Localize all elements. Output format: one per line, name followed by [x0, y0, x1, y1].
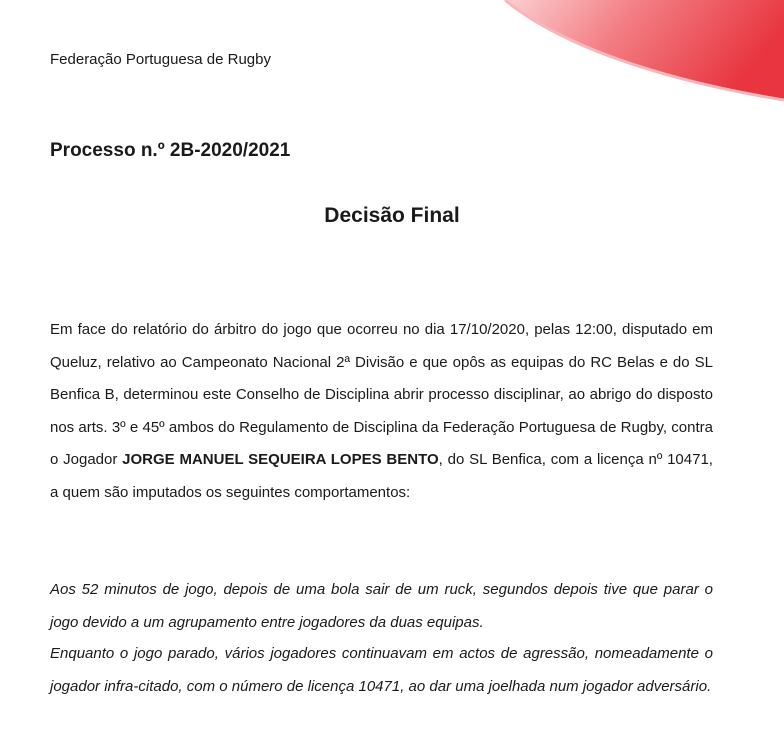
decision-title: Decisão Final — [324, 204, 460, 227]
report-text-start: Em face do relatório do árbitro do jogo que ocorreu no dia 17/10/2020, pelas 12:00, disputado em Queluz, relativo ao Campeonato Nacional 2ª Divisão e que opôs as equipas do RC Belas e do SL Benfica B, determinou este Conselho de Disciplina abrir processo disciplinar, ao abrigo do disposto nos arts. 3º e 45º ambos do Regulamento de Disciplina da Federação Portuguesa de Rugby, contra o Jogador — [50, 321, 713, 468]
referee-quote-2: Enquanto o jogo parado, vários jogadores continuavam em actos de agressão, nomeadamente o jogador infra-citado, com o número de licença 10471, ao dar uma joelhada num jogador adversário. — [50, 645, 713, 695]
report-paragraph — [50, 314, 713, 509]
process-number-heading: Processo n.º 2B-2020/2021 — [50, 140, 291, 161]
organization-name: Federação Portuguesa de Rugby — [50, 51, 271, 68]
report-text-end: , do SL Benfica, com a licença nº 10471, a quem são imputados os seguintes comportamentos: — [50, 451, 713, 501]
player-name: JORGE MANUEL SEQUEIRA LOPES BENTO — [122, 451, 439, 468]
referee-quote-1: Aos 52 minutos de jogo, depois de uma bola sair de um ruck, segundos depois tive que parar o jogo devido a um agrupamento entre jogadores da duas equipas. — [50, 581, 713, 631]
